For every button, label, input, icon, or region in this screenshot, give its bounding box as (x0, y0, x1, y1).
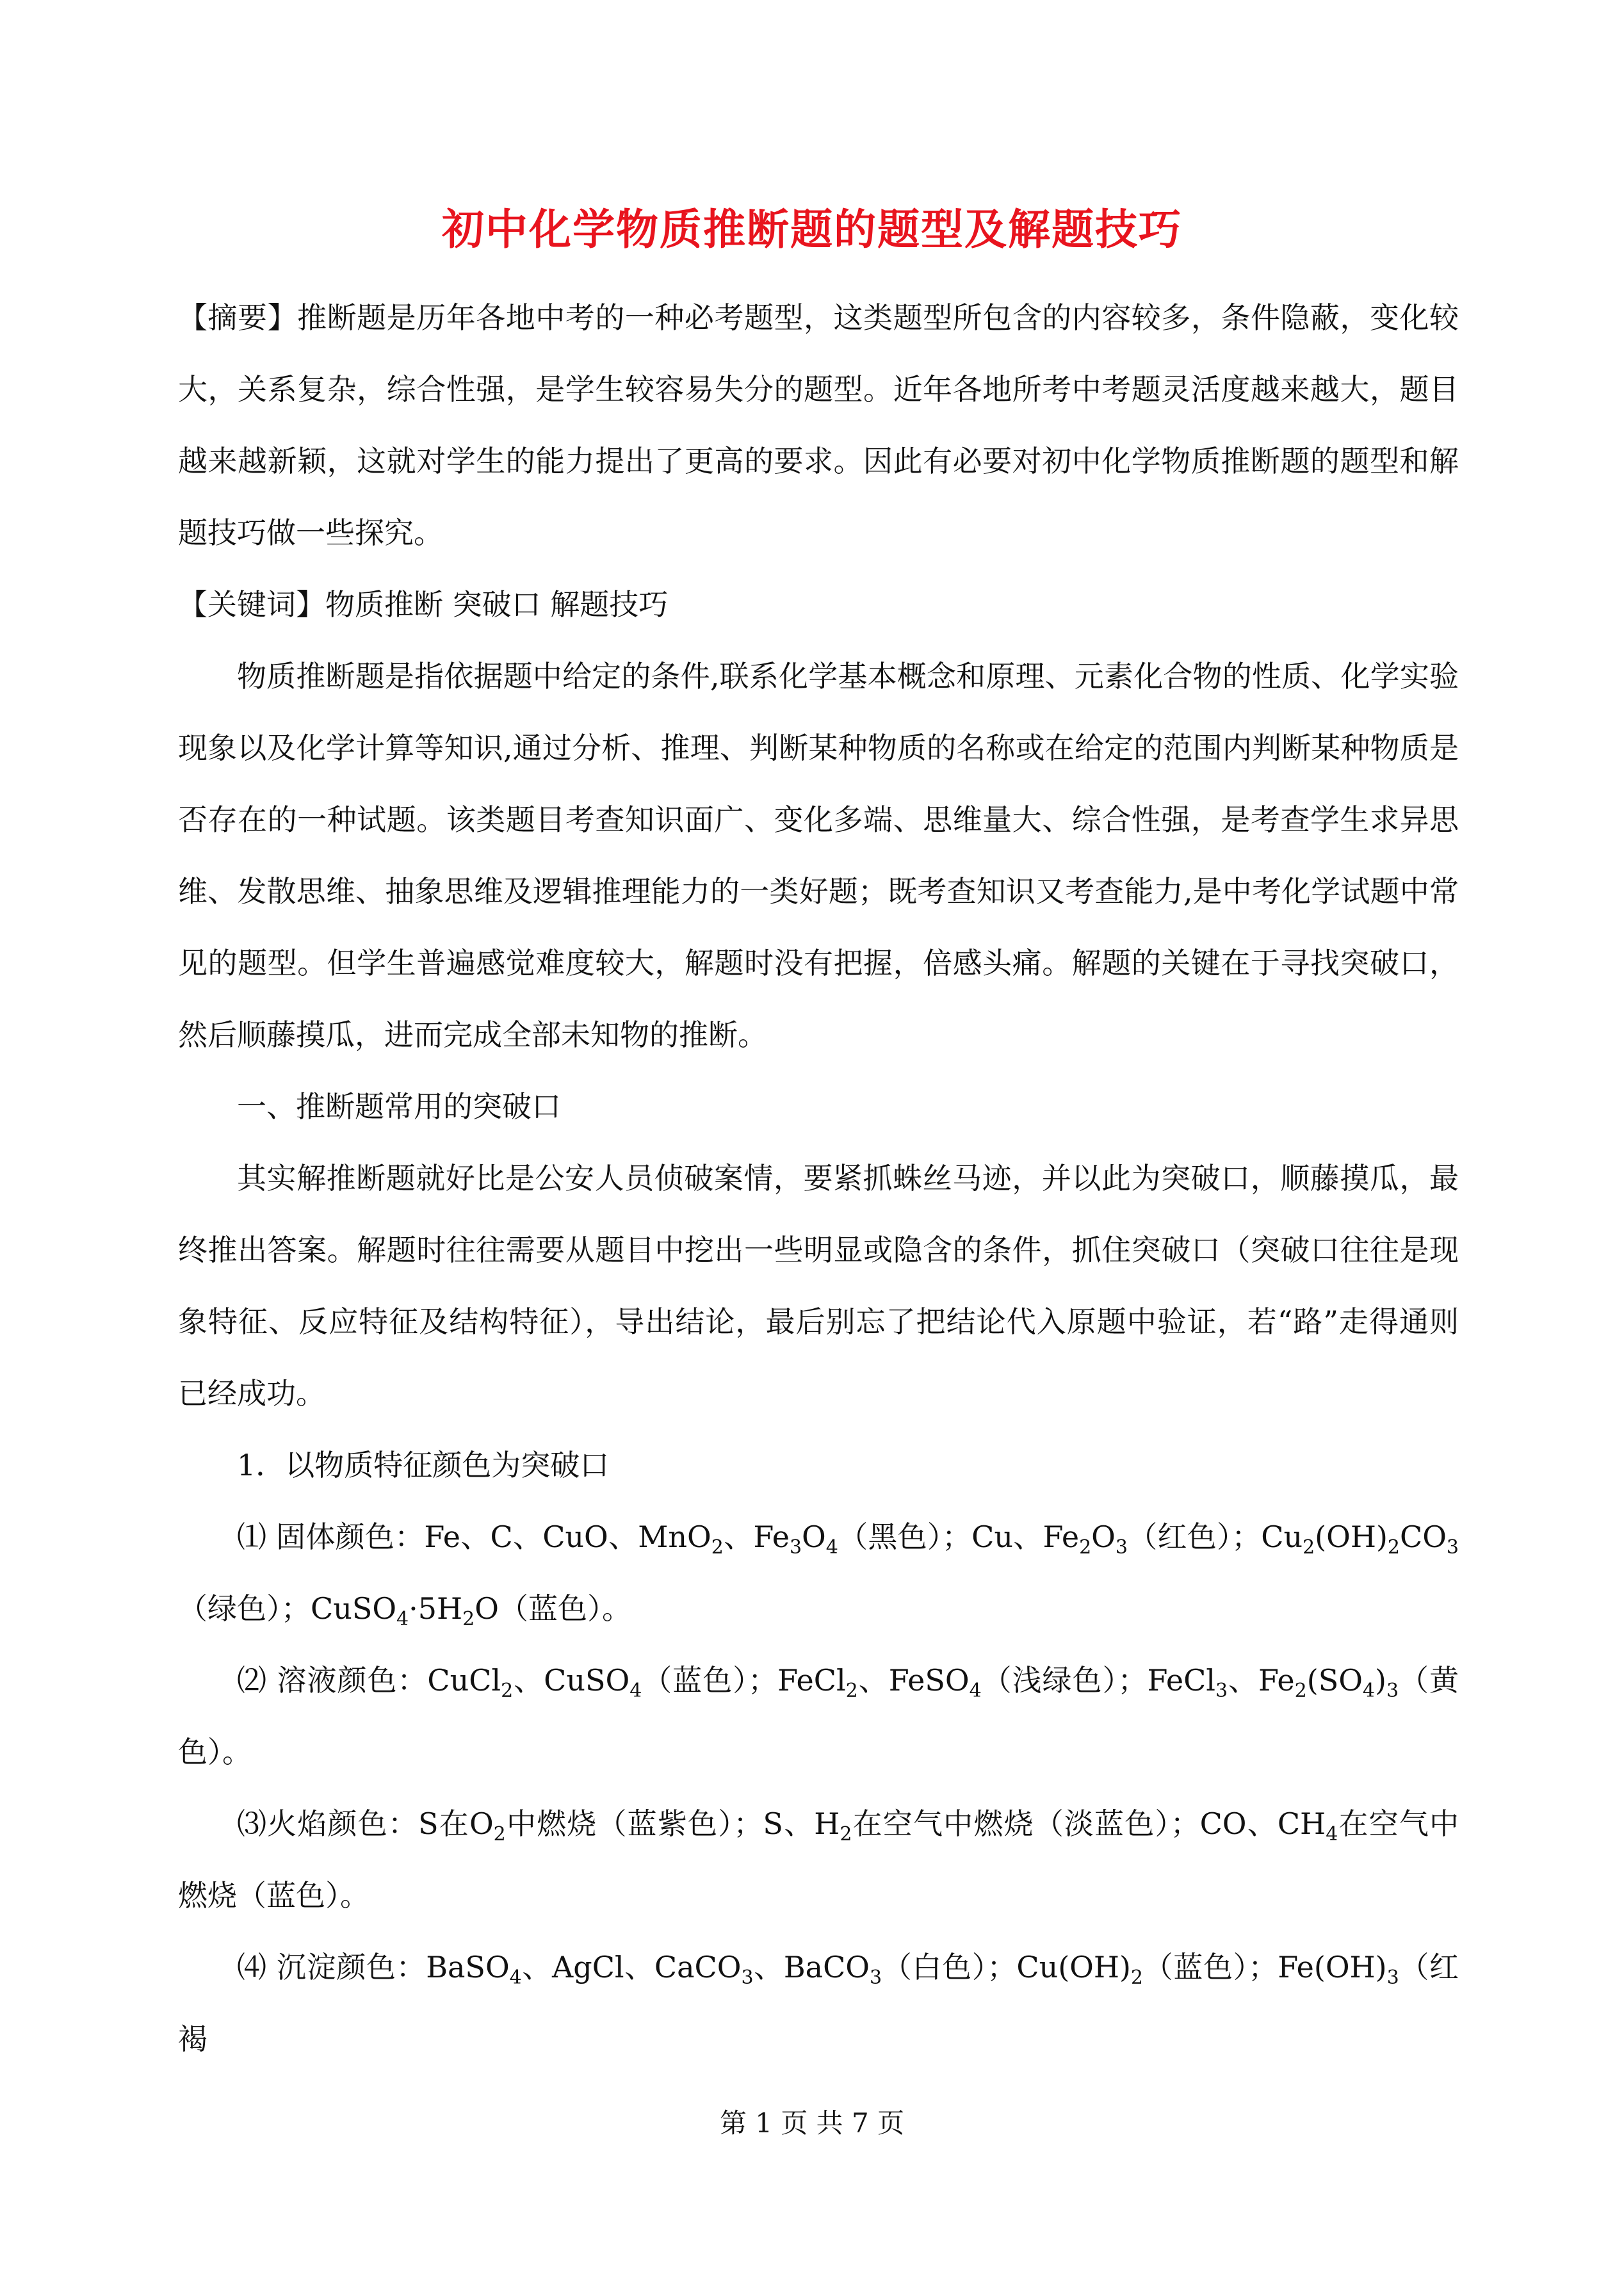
section-paragraph: 其实解推断题就好比是公安人员侦破案情，要紧抓蛛丝马迹，并以此为突破口，顺藤摸瓜，最终推出答案。解题时往往需要从题目中挖出一些明显或隐含的条件，抓住突破口（突破口往往是现象特征、反应特征及结构特征），导出结论，最后别忘了把结论代入原题中验证，若“路”走得通则已经成功。 (178, 1161, 1459, 1411)
keywords-label: 【关键词】 (178, 587, 325, 622)
keywords-text: 物质推断 突破口 解题技巧 (325, 587, 669, 622)
document-title: 初中化学物质推断题的题型及解题技巧 (442, 204, 1182, 254)
page-number-footer: 第 1 页 共 7 页 (719, 2107, 905, 2139)
section-heading: 一、推断题常用的突破口 (237, 1089, 561, 1124)
abstract-text: 推断题是历年各地中考的一种必考题型，这类题型所包含的内容较多，条件隐蔽，变化较大，关系复杂，综合性强，是学生较容易失分的题型。近年各地所考中考题灵活度越来越大，题目越来越新颖，这就对学生的能力提出了更高的要求。因此有必要对初中化学物质推断题的题型和解题技巧做一些探究。 (178, 300, 1459, 550)
document-body (178, 282, 1459, 2075)
subsection-heading: 1．以物质特征颜色为突破口 (237, 1448, 610, 1482)
intro-paragraph: 物质推断题是指依据题中给定的条件,联系化学基本概念和原理、元素化合物的性质、化学实验现象以及化学计算等知识,通过分析、推理、判断某种物质的名称或在给定的范围内判断某种物质是否存在的一种试题。该类题目考查知识面广、变化多端、思维量大、综合性强，是考查学生求异思维、发散思维、抽象思维及逻辑推理能力的一类好题；既考查知识又考查能力,是中考化学试题中常见的题型。但学生普遍感觉难度较大，解题时没有把握，倍感头痛。解题的关键在于寻找突破口，然后顺藤摸瓜，进而完成全部未知物的推断。 (178, 659, 1459, 1052)
abstract-label: 【摘要】 (178, 300, 298, 335)
flame-color-item: ⑶火焰颜色：S在$O_2$中燃烧（蓝紫色）；S、$H_2$在空气中燃烧（淡蓝色）；CO、$CH_4$在空气中燃烧（蓝色）。 (178, 1806, 1459, 1913)
keywords-paragraph (178, 569, 1459, 640)
abstract-paragraph (178, 282, 1459, 569)
solid-color-item: ⑴ 固体颜色：Fe、C、CuO、MnO$_2$、$Fe_3O_4$（黑色）；Cu、$Fe_2O_3$（红色）；$Cu_2(OH)_2CO_3$（绿色）；$CuSO_4\cdot 5H_2O$（蓝色）。 (178, 1520, 1459, 1630)
precipitate-color-item: ⑷ 沉淀颜色：BaSO$_4$、AgCl、CaCO$_3$、BaCO$_3$（白色）；$Cu(OH)_2$（蓝色）；$Fe(OH)_3$（红褐 (178, 1950, 1459, 2056)
solution-color-item: ⑵ 溶液颜色：CuCl$_2$、CuSO$_4$（蓝色）；FeCl$_2$、FeSO$_4$（浅绿色）；FeCl$_3$、$Fe_2(SO_4)_3$（黄色）。 (178, 1663, 1459, 1769)
